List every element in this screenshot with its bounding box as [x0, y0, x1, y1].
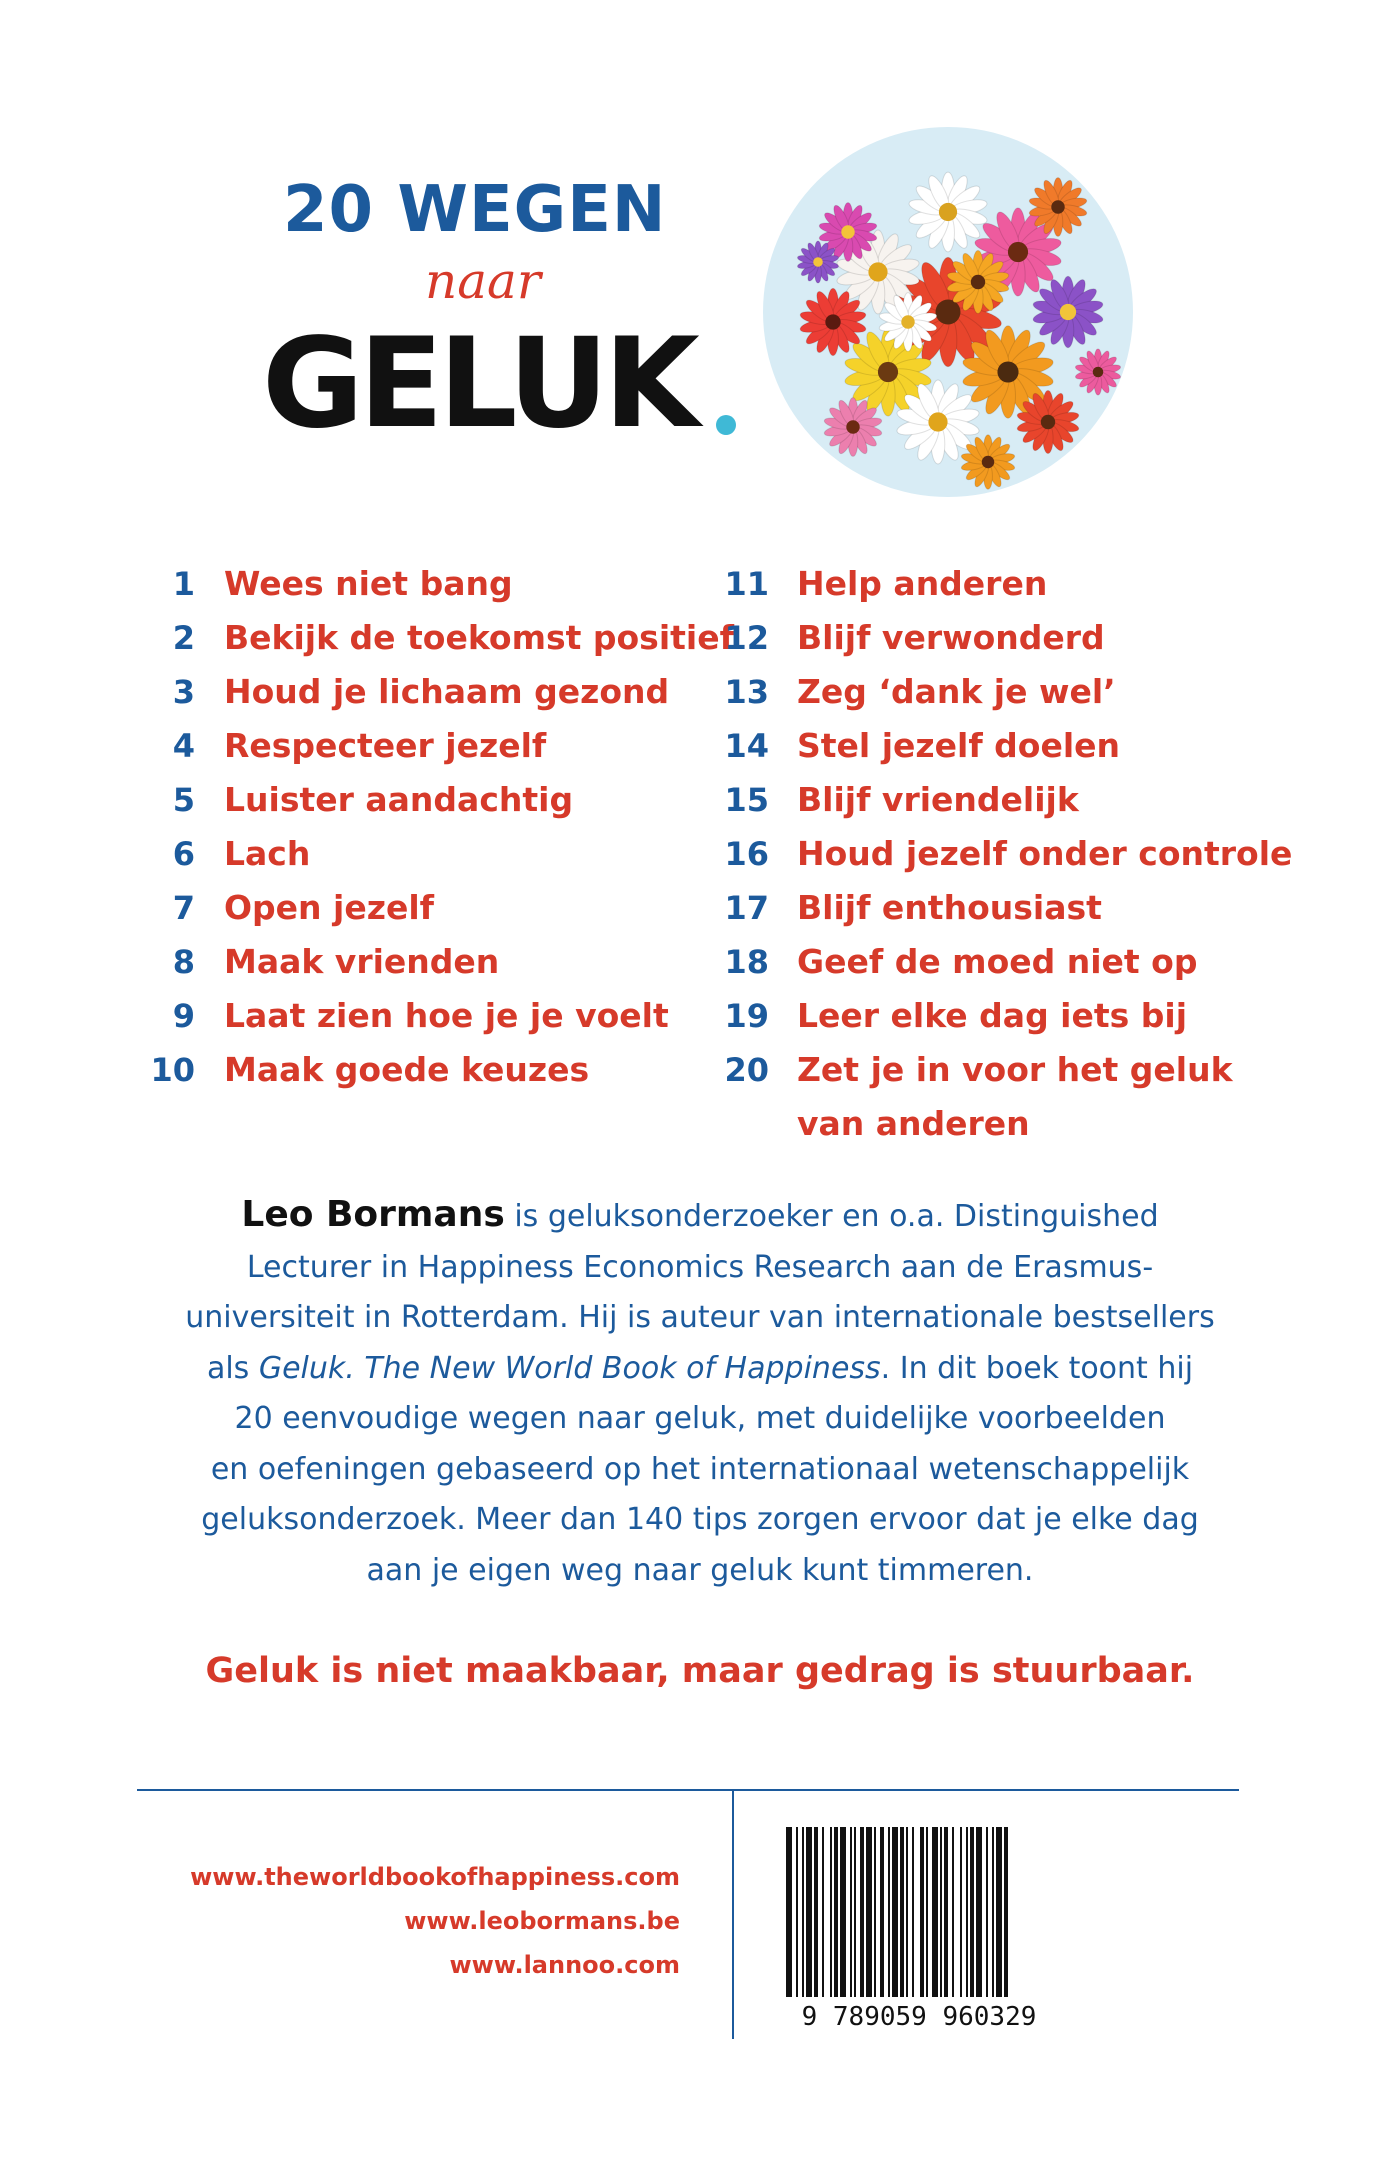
author-line — [148, 1190, 1252, 1243]
item-text: Luister aandachtig — [224, 780, 574, 819]
item-text: Maak vrienden — [224, 942, 500, 981]
barcode-bar — [786, 1827, 792, 1997]
item-number: 20 — [724, 1051, 769, 1089]
barcode-bar — [874, 1827, 876, 1997]
barcode-bar — [860, 1827, 864, 1997]
barcode-bar — [996, 1827, 1002, 1997]
item-text: Wees niet bang — [224, 564, 513, 603]
author-line-1-text: is geluksonderzoeker en o.a. Distinguished — [504, 1199, 1159, 1234]
website-link[interactable]: www.theworldbookofhappiness.com — [190, 1863, 680, 1891]
author-line: 20 eenvoudige wegen naar geluk, met duidelijke voorbeelden — [234, 1401, 1166, 1436]
barcode-bar — [932, 1827, 938, 1997]
item-number: 1 — [172, 565, 195, 603]
barcode-bar — [802, 1827, 804, 1997]
item-text: Laat zien hoe je je voelt — [224, 996, 669, 1035]
item-number: 19 — [724, 997, 769, 1035]
barcode-bar — [960, 1827, 962, 1997]
barcode-bar — [940, 1827, 942, 1997]
item-number: 17 — [724, 889, 769, 927]
barcode-bar — [966, 1827, 968, 1997]
barcode-bar — [806, 1827, 812, 1997]
item-text: Stel jezelf doelen — [797, 726, 1121, 765]
barcode-bar — [920, 1827, 924, 1997]
item-text: van anderen — [797, 1104, 1030, 1143]
item-number: 5 — [172, 781, 195, 819]
author-line: en oefeningen gebaseerd op het internationaal wetenschappelijk — [210, 1451, 1190, 1487]
item-text: Houd jezelf onder controle — [797, 834, 1293, 873]
barcode-bar — [850, 1827, 852, 1997]
barcode-bar — [1004, 1827, 1008, 1997]
barcode-bar — [822, 1827, 824, 1997]
barcode-bar — [926, 1827, 928, 1997]
item-text: Bekijk de toekomst positief — [224, 618, 734, 657]
item-text: Zeg ‘dank je wel’ — [797, 672, 1116, 711]
flower-bouquet-image — [758, 122, 1138, 502]
author-line-4-pre: als — [206, 1350, 259, 1386]
author-name: Leo Bormans — [241, 1194, 505, 1235]
barcode-bar — [834, 1827, 838, 1997]
website-link[interactable]: www.leobormans.be — [404, 1907, 680, 1935]
barcode-bar — [854, 1827, 856, 1997]
item-text: Houd je lichaam gezond — [224, 672, 670, 711]
item-text: Geef de moed niet op — [797, 942, 1198, 981]
barcode-bar — [866, 1827, 872, 1997]
barcode-bar — [888, 1827, 890, 1997]
item-number: 8 — [172, 943, 195, 981]
item-number: 9 — [172, 997, 195, 1035]
item-text: Zet je in voor het geluk — [797, 1050, 1233, 1089]
book-title-reference: Geluk. The New World Book of Happiness — [258, 1350, 881, 1386]
item-text: Blijf enthousiast — [797, 888, 1102, 927]
item-text: Blijf vriendelijk — [797, 780, 1079, 819]
barcode-bar — [796, 1827, 798, 1997]
item-text: Leer elke dag iets bij — [797, 996, 1188, 1035]
item-number: 12 — [724, 619, 769, 657]
author-line — [148, 1344, 1252, 1395]
author-line: Lecturer in Happiness Economics Research aan de Erasmus- — [246, 1249, 1154, 1285]
item-number: 4 — [172, 727, 195, 765]
barcode-bar — [976, 1827, 982, 1997]
item-number: 6 — [172, 835, 195, 873]
item-text: Blijf verwonderd — [797, 618, 1105, 657]
item-number: 18 — [724, 943, 769, 981]
item-text: Maak goede keuzes — [224, 1050, 590, 1089]
item-number: 16 — [724, 835, 769, 873]
barcode-bar — [814, 1827, 818, 1997]
item-number: 10 — [150, 1051, 195, 1089]
title-line-3: GELUK — [262, 312, 695, 456]
barcode-bar — [900, 1827, 904, 1997]
tagline: Geluk is niet maakbaar, maar gedrag is stuurbaar. — [205, 1651, 1195, 1691]
barcode-bar — [952, 1827, 954, 1997]
item-number: 11 — [724, 565, 769, 603]
barcode-bar — [830, 1827, 832, 1997]
item-number: 3 — [172, 673, 195, 711]
website-list — [137, 1855, 680, 1987]
item-number: 13 — [724, 673, 769, 711]
author-paragraph — [148, 1190, 1252, 1596]
item-number: 15 — [724, 781, 769, 819]
barcode-bar — [992, 1827, 994, 1997]
author-line-4-post: . In dit boek toont hij — [880, 1350, 1194, 1386]
barcode-bar — [892, 1827, 898, 1997]
author-line: universiteit in Rotterdam. Hij is auteur van internationale bestsellers — [185, 1300, 1215, 1335]
barcode-bar — [944, 1827, 948, 1997]
barcode-bar — [906, 1827, 908, 1997]
barcode-bar — [970, 1827, 974, 1997]
divider-vertical — [732, 1789, 734, 2039]
divider-horizontal — [137, 1789, 1239, 1791]
title-line-1: 20 WEGEN — [283, 173, 667, 247]
item-number: 7 — [172, 889, 195, 927]
barcode-digits: 9 789059 960329 — [801, 2002, 1037, 2030]
title-dot — [716, 415, 736, 435]
website-link[interactable]: www.lannoo.com — [449, 1951, 680, 1979]
author-line: aan je eigen weg naar geluk kunt timmeren. — [366, 1552, 1034, 1588]
item-number: 2 — [172, 619, 195, 657]
isbn-barcode — [778, 1825, 1060, 2030]
barcode-bar — [840, 1827, 846, 1997]
item-text: Open jezelf — [224, 888, 434, 927]
barcode-bar — [912, 1827, 914, 1997]
item-text: Respecteer jezelf — [224, 726, 547, 765]
item-text: Help anderen — [797, 564, 1048, 603]
barcode-bar — [880, 1827, 884, 1997]
barcode-bar — [986, 1827, 988, 1997]
item-number: 14 — [724, 727, 769, 765]
author-line: geluksonderzoek. Meer dan 140 tips zorgen ervoor dat je elke dag — [201, 1502, 1199, 1537]
title-line-2: naar — [425, 252, 541, 310]
item-text: Lach — [224, 834, 311, 873]
